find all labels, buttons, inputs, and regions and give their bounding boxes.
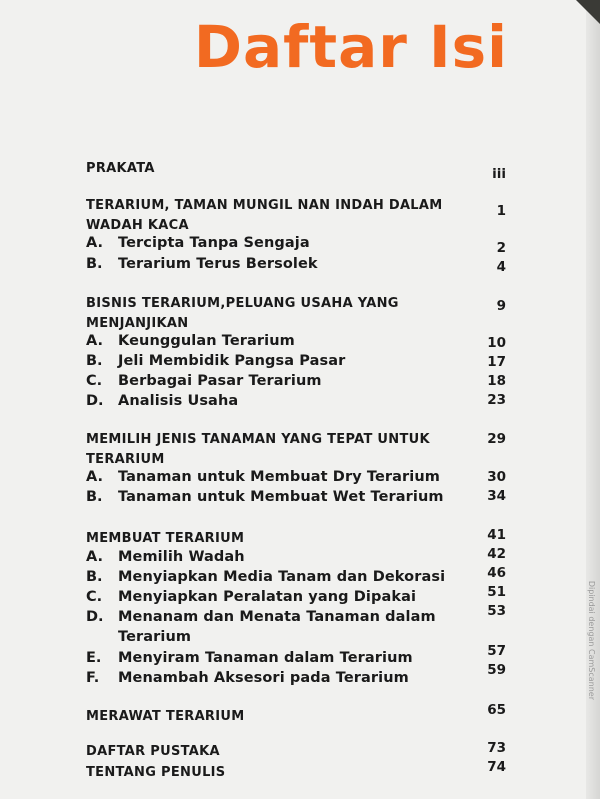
toc-letter: C.: [86, 373, 103, 389]
toc-item-4c: Menyiapkan Peralatan yang Dipakai: [118, 589, 417, 605]
toc-page-2c: 18: [487, 373, 506, 389]
toc-item-2c: Berbagai Pasar Terarium: [118, 373, 322, 389]
scanner-watermark: Dipindai dengan CamScanner: [587, 580, 596, 700]
toc-page-tentang-penulis: 74: [487, 759, 506, 775]
toc-page-2b: 17: [487, 354, 506, 370]
page-title: Daftar Isi: [193, 13, 508, 81]
toc-chapter-4: MEMBUAT TERARIUM: [86, 531, 245, 546]
toc-page-chapter-1: 1: [496, 203, 506, 219]
toc-item-4a: Memilih Wadah: [118, 549, 245, 565]
toc-item-3a: Tanaman untuk Membuat Dry Terarium: [118, 469, 440, 485]
toc-letter: A.: [86, 235, 103, 251]
toc-chapter-1-line1: TERARIUM, TAMAN MUNGIL NAN INDAH DALAM: [86, 198, 443, 213]
toc-page-chapter-3: 29: [487, 431, 506, 447]
toc-page-4e: 57: [487, 643, 506, 659]
toc-letter: A.: [86, 469, 103, 485]
toc-tentang-penulis: TENTANG PENULIS: [86, 765, 226, 780]
toc-page-chapter-4: 41: [487, 527, 506, 543]
toc-item-4d-line1: Menanam dan Menata Tanaman dalam: [118, 609, 436, 625]
toc-page-2d: 23: [487, 392, 506, 408]
toc-item-2d: Analisis Usaha: [118, 393, 239, 409]
toc-item-2b: Jeli Membidik Pangsa Pasar: [118, 353, 346, 369]
toc-page-4c: 51: [487, 584, 506, 600]
toc-letter: B.: [86, 489, 103, 505]
toc-chapter-2-line1: BISNIS TERARIUM,PELUANG USAHA YANG: [86, 296, 399, 311]
toc-daftar-pustaka: DAFTAR PUSTAKA: [86, 744, 220, 759]
toc-item-2a: Keunggulan Terarium: [118, 333, 295, 349]
toc-chapter-3-line1: MEMILIH JENIS TANAMAN YANG TEPAT UNTUK: [86, 432, 430, 447]
toc-page-4b: 46: [487, 565, 506, 581]
toc-letter: A.: [86, 333, 103, 349]
toc-letter: B.: [86, 353, 103, 369]
toc-item-4d-line2: Terarium: [118, 629, 192, 645]
toc-chapter-1-line2: WADAH KACA: [86, 218, 189, 233]
toc-item-1a: Tercipta Tanpa Sengaja: [118, 235, 310, 251]
toc-letter: B.: [86, 569, 103, 585]
toc-chapter-3-line2: TERARIUM: [86, 452, 165, 467]
toc-letter: E.: [86, 650, 102, 666]
toc-chapter-5: MERAWAT TERARIUM: [86, 709, 245, 724]
toc-page-1a: 2: [496, 240, 506, 256]
toc-page-prakata: iii: [492, 166, 506, 182]
toc-item-3b: Tanaman untuk Membuat Wet Terarium: [118, 489, 444, 505]
toc-page-4a: 42: [487, 546, 506, 562]
toc-page-chapter-5: 65: [487, 702, 506, 718]
toc-letter: A.: [86, 549, 103, 565]
toc-page-3b: 34: [487, 488, 506, 504]
toc-letter: D.: [86, 609, 104, 625]
toc-item-4b: Menyiapkan Media Tanam dan Dekorasi: [118, 569, 446, 585]
toc-letter: D.: [86, 393, 104, 409]
toc-chapter-2-line2: MENJANJIKAN: [86, 316, 189, 331]
toc-letter: B.: [86, 256, 103, 272]
toc-page-1b: 4: [496, 259, 506, 275]
toc-page-3a: 30: [487, 469, 506, 485]
toc-item-4e: Menyiram Tanaman dalam Terarium: [118, 650, 413, 666]
toc-page-4f: 59: [487, 662, 506, 678]
toc-item-1b: Terarium Terus Bersolek: [118, 256, 318, 272]
toc-entry-prakata: PRAKATA: [86, 161, 155, 176]
toc-letter: C.: [86, 589, 103, 605]
toc-letter: F.: [86, 670, 100, 686]
toc-item-4f: Menambah Aksesori pada Terarium: [118, 670, 409, 686]
toc-page-2a: 10: [487, 335, 506, 351]
toc-page-daftar-pustaka: 73: [487, 740, 506, 756]
toc-page-chapter-2: 9: [496, 298, 506, 314]
toc-page-4d: 53: [487, 603, 506, 619]
